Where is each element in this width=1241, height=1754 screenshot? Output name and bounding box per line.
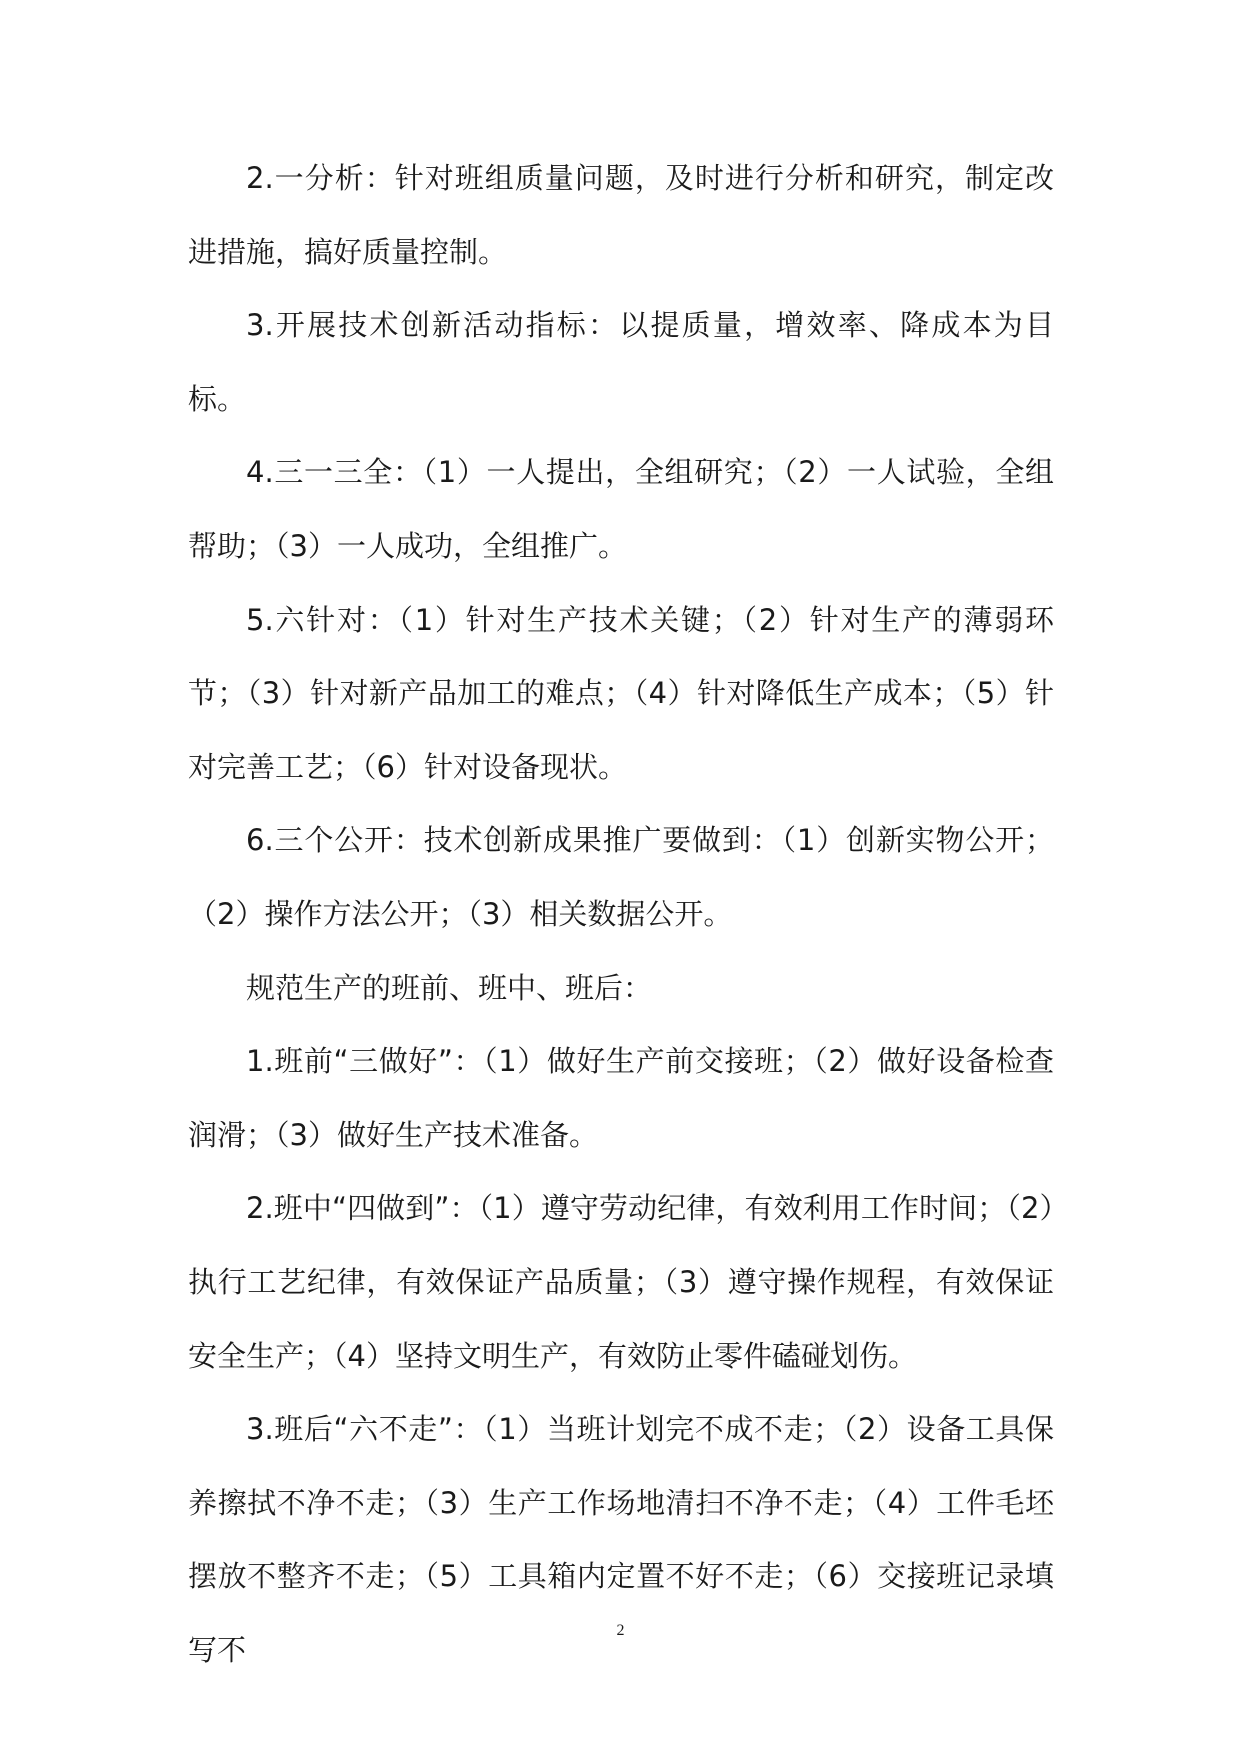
paragraph-post-shift: 3.班后“六不走”：（1）当班计划完不成不走；（2）设备工具保养擦拭不净不走；（3）生产工作场地清扫不净不走；（4）工件毛坯摆放不整齐不走；（5）工具箱内定置不好不走；（6）交接班记录填写不 (188, 1412, 1054, 1667)
paragraph-pre-shift: 1.班前“三做好”：（1）做好生产前交接班；（2）做好设备检查润滑；（3）做好生产技术准备。 (188, 1044, 1054, 1152)
page-number: 2 (616, 1622, 625, 1639)
paragraph-six-targets: 5.六针对：（1）针对生产技术关键；（2）针对生产的薄弱环节；（3）针对新产品加工的难点；（4）针对降低生产成本；（5）针对完善工艺；（6）针对设备现状。 (188, 602, 1054, 784)
body-text (188, 142, 1054, 1687)
paragraph-three-one-three-all: 4.三一三全：（1）一人提出，全组研究；（2）一人试验，全组帮助；（3）一人成功，全组推广。 (188, 455, 1054, 563)
paragraph-innovation-target: 3.开展技术创新活动指标：以提质量，增效率、降成本为目标。 (188, 308, 1054, 416)
paragraph-three-publics: 6.三个公开：技术创新成果推广要做到：（1）创新实物公开；（2）操作方法公开；（3）相关数据公开。 (188, 823, 1054, 931)
paragraph-shift-heading: 规范生产的班前、班中、班后： (246, 970, 653, 1005)
paragraph-quality-analysis: 2.一分析：针对班组质量问题，及时进行分析和研究，制定改进措施，搞好质量控制。 (188, 161, 1054, 269)
paragraph-mid-shift: 2.班中“四做到”：（1）遵守劳动纪律，有效利用工作时间；（2）执行工艺纪律，有效保证产品质量；（3）遵守操作规程，有效保证安全生产；（4）坚持文明生产，有效防止零件磕碰划伤。 (188, 1191, 1054, 1373)
